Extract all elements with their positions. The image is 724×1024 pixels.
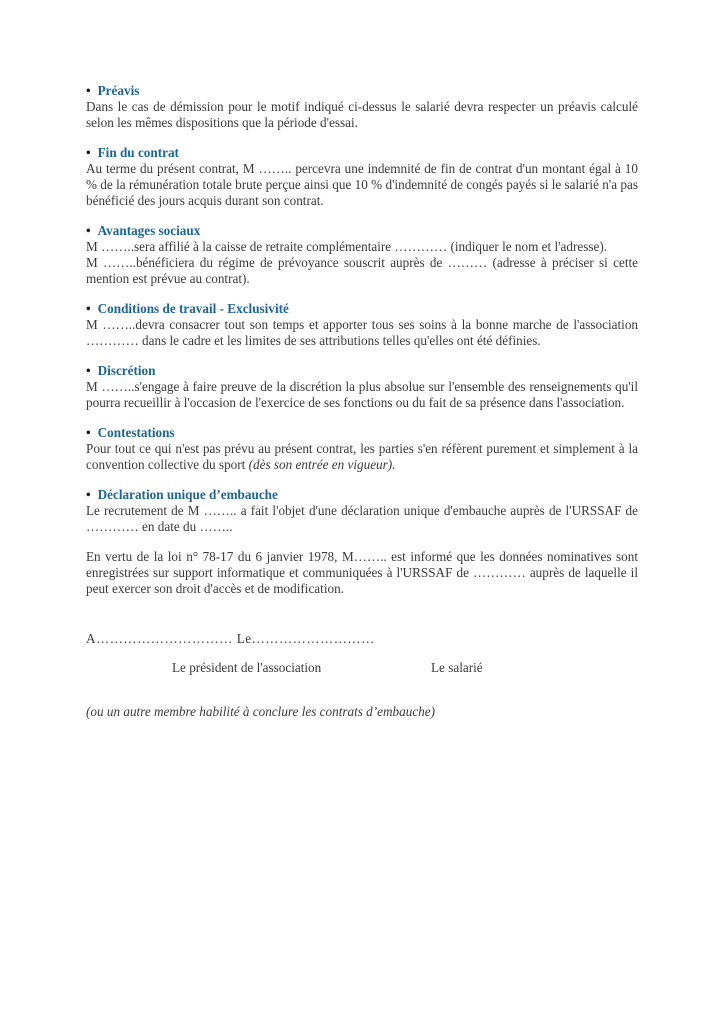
section-heading-declaration-unique bbox=[86, 487, 638, 503]
law-paragraph: En vertu de la loi n° 78-17 du 6 janvier 1978, M…….. est informé que les données nominatives sont enregistrées sur support informatique et communiquées à l'URSSAF de ………… auprès de laquelle il peut exercer son droit d'accès et de modification. bbox=[86, 549, 638, 596]
bullet-icon: • bbox=[86, 145, 91, 160]
section-paragraph: Le recrutement de M …….. a fait l'objet d'une déclaration unique d'embauche auprès de l'URSSAF de ………… en date du …….. bbox=[86, 503, 638, 534]
section-heading-label: Discrétion bbox=[97, 363, 156, 378]
section-paragraph: Au terme du présent contrat, M …….. percevra une indemnité de fin de contrat d'un montant égal à 10 % de la rémunération totale brute perçue ainsi que 10 % d'indemnité de congés payés si le salarié n'a pas bénéficié des jours acquis durant son contrat. bbox=[86, 161, 638, 208]
bullet-icon: • bbox=[86, 363, 91, 378]
section-heading-label: Préavis bbox=[97, 83, 140, 98]
contestations-italic-text: (dès son entrée en vigueur). bbox=[248, 457, 396, 472]
contestations-text: Pour tout ce qui n'est pas prévu au présent contrat, les parties s'en réfèrent purement et simplement à la convention collective du sport bbox=[86, 441, 638, 472]
bullet-icon: • bbox=[86, 301, 91, 316]
section-heading-fin-du-contrat bbox=[86, 145, 638, 161]
section-heading-label: Déclaration unique d’embauche bbox=[97, 487, 278, 502]
section-heading-conditions-de-travail bbox=[86, 301, 638, 317]
bullet-icon: • bbox=[86, 83, 91, 98]
section-paragraph: M ……..devra consacrer tout son temps et apporter tous ses soins à la bonne marche de l'association ………… dans le cadre et les limites de ses attributions telles qu'elles ont été définies. bbox=[86, 317, 638, 348]
bullet-icon: • bbox=[86, 487, 91, 502]
section-heading-label: Fin du contrat bbox=[97, 145, 179, 160]
section-paragraph: Dans le cas de démission pour le motif indiqué ci-dessus le salarié devra respecter un préavis calculé selon les mêmes dispositions que la période d'essai. bbox=[86, 99, 638, 130]
section-heading-preavis bbox=[86, 83, 638, 99]
section-paragraph bbox=[86, 441, 638, 473]
section-paragraph: M ……..bénéficiera du régime de prévoyance souscrit auprès de ……… (adresse à préciser si cette mention est prévue au contrat). bbox=[86, 255, 638, 286]
section-heading-avantages-sociaux bbox=[86, 223, 638, 239]
signatory-note: (ou un autre membre habilité à conclure les contrats d’embauche) bbox=[86, 704, 436, 720]
section-heading-label: Contestations bbox=[97, 425, 175, 440]
section-heading-label: Avantages sociaux bbox=[97, 223, 201, 238]
section-paragraph: M ……..s'engage à faire preuve de la discrétion la plus absolue sur l'ensemble des renseignements qu'il pourra recueillir à l'occasion de l'exercice de ses fonctions ou du fait de sa présence dans l'association. bbox=[86, 379, 638, 410]
employee-signature-label: Le salarié bbox=[431, 660, 483, 676]
section-heading-label: Conditions de travail - Exclusivité bbox=[97, 301, 289, 316]
section-heading-contestations bbox=[86, 425, 638, 441]
section-paragraph: M ……..sera affilié à la caisse de retraite complémentaire ………… (indiquer le nom et l'adresse). bbox=[86, 239, 608, 254]
president-signature-label: Le président de l'association bbox=[172, 660, 322, 676]
section-heading-discretion bbox=[86, 363, 638, 379]
signature-row bbox=[86, 660, 638, 676]
bullet-icon: • bbox=[86, 425, 91, 440]
place-date-line: A………………………… Le……………………… bbox=[86, 631, 375, 646]
bullet-icon: • bbox=[86, 223, 91, 238]
